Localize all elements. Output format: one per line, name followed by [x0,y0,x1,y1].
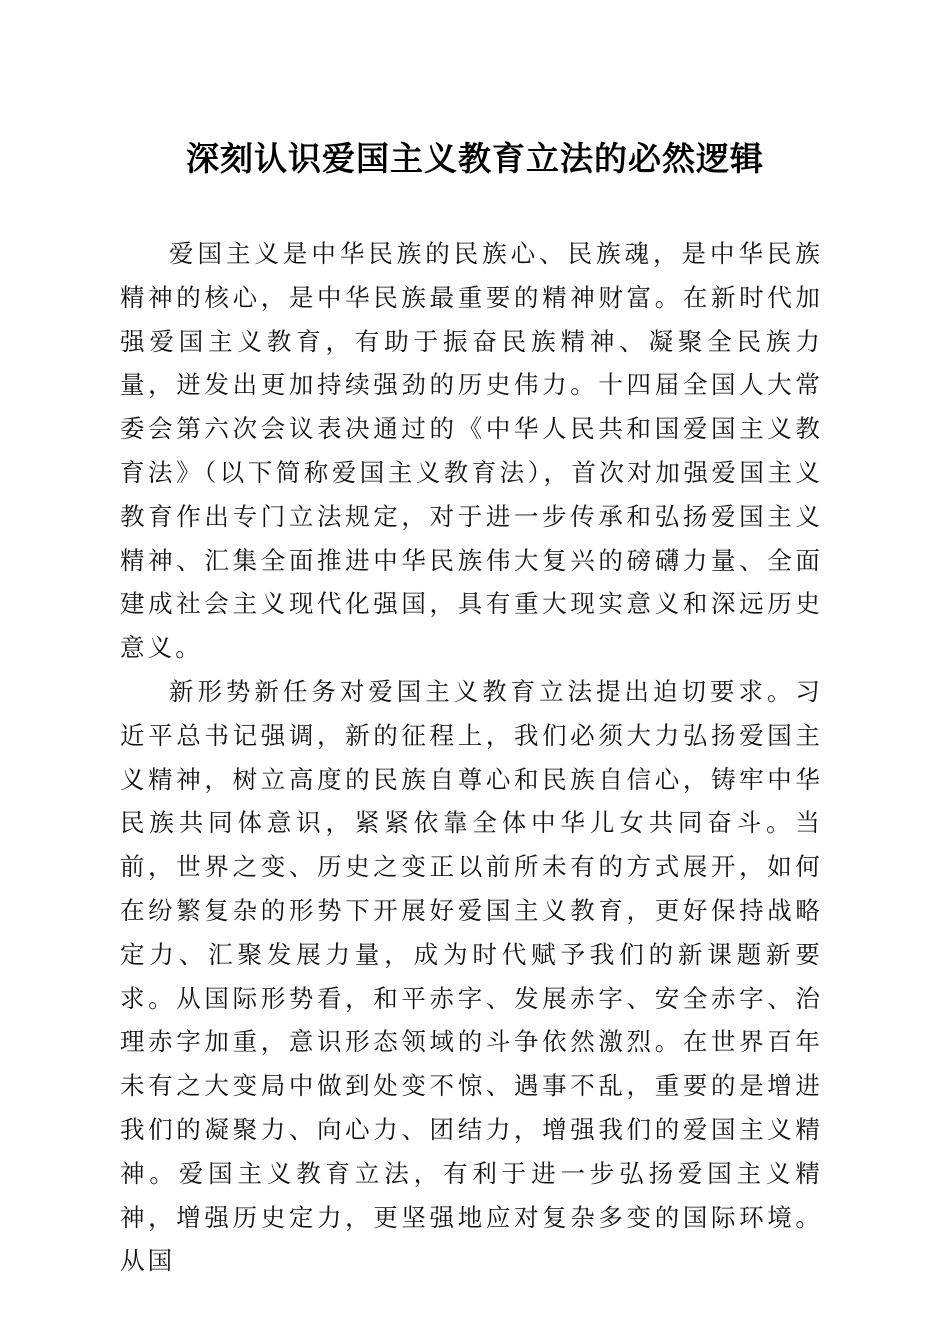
paragraph-1: 爱国主义是中华民族的民族心、民族魂，是中华民族精神的核心，是中华民族最重要的精神财富。在新时代加强爱国主义教育，有助于振奋民族精神、凝聚全民族力量，迸发出更加持续强劲的历史伟力。十四届全国人大常委会第六次会议表决通过的《中华人民共和国爱国主义教育法》（以下简称爱国主义教育法），首次对加强爱国主义教育作出专门立法规定，对于进一步传承和弘扬爱国主义精神、汇集全面推进中华民族伟大复兴的磅礴力量、全面建成社会主义现代化强国，具有重大现实意义和深远历史意义。 [120,239,823,663]
document-body [120,232,823,1283]
document-title: 深刻认识爱国主义教育立法的必然逻辑 [186,139,764,178]
paragraph-2: 新形势新任务对爱国主义教育立法提出迫切要求。习近平总书记强调，新的征程上，我们必须大力弘扬爱国主义精神，树立高度的民族自尊心和民族自信心，铸牢中华民族共同体意识，紧紧依靠全体中华儿女共同奋斗。当前，世界之变、历史之变正以前所未有的方式展开，如何在纷繁复杂的形势下开展好爱国主义教育，更好保持战略定力、汇聚发展力量，成为时代赋予我们的新课题新要求。从国际形势看，和平赤字、发展赤字、安全赤字、治理赤字加重，意识形态领域的斗争依然激烈。在世界百年未有之大变局中做到处变不惊、遇事不乱，重要的是增进我们的凝聚力、向心力、团结力，增强我们的爱国主义精神。爱国主义教育立法，有利于进一步弘扬爱国主义精神，增强历史定力，更坚强地应对复杂多变的国际环境。从国 [120,676,823,1276]
